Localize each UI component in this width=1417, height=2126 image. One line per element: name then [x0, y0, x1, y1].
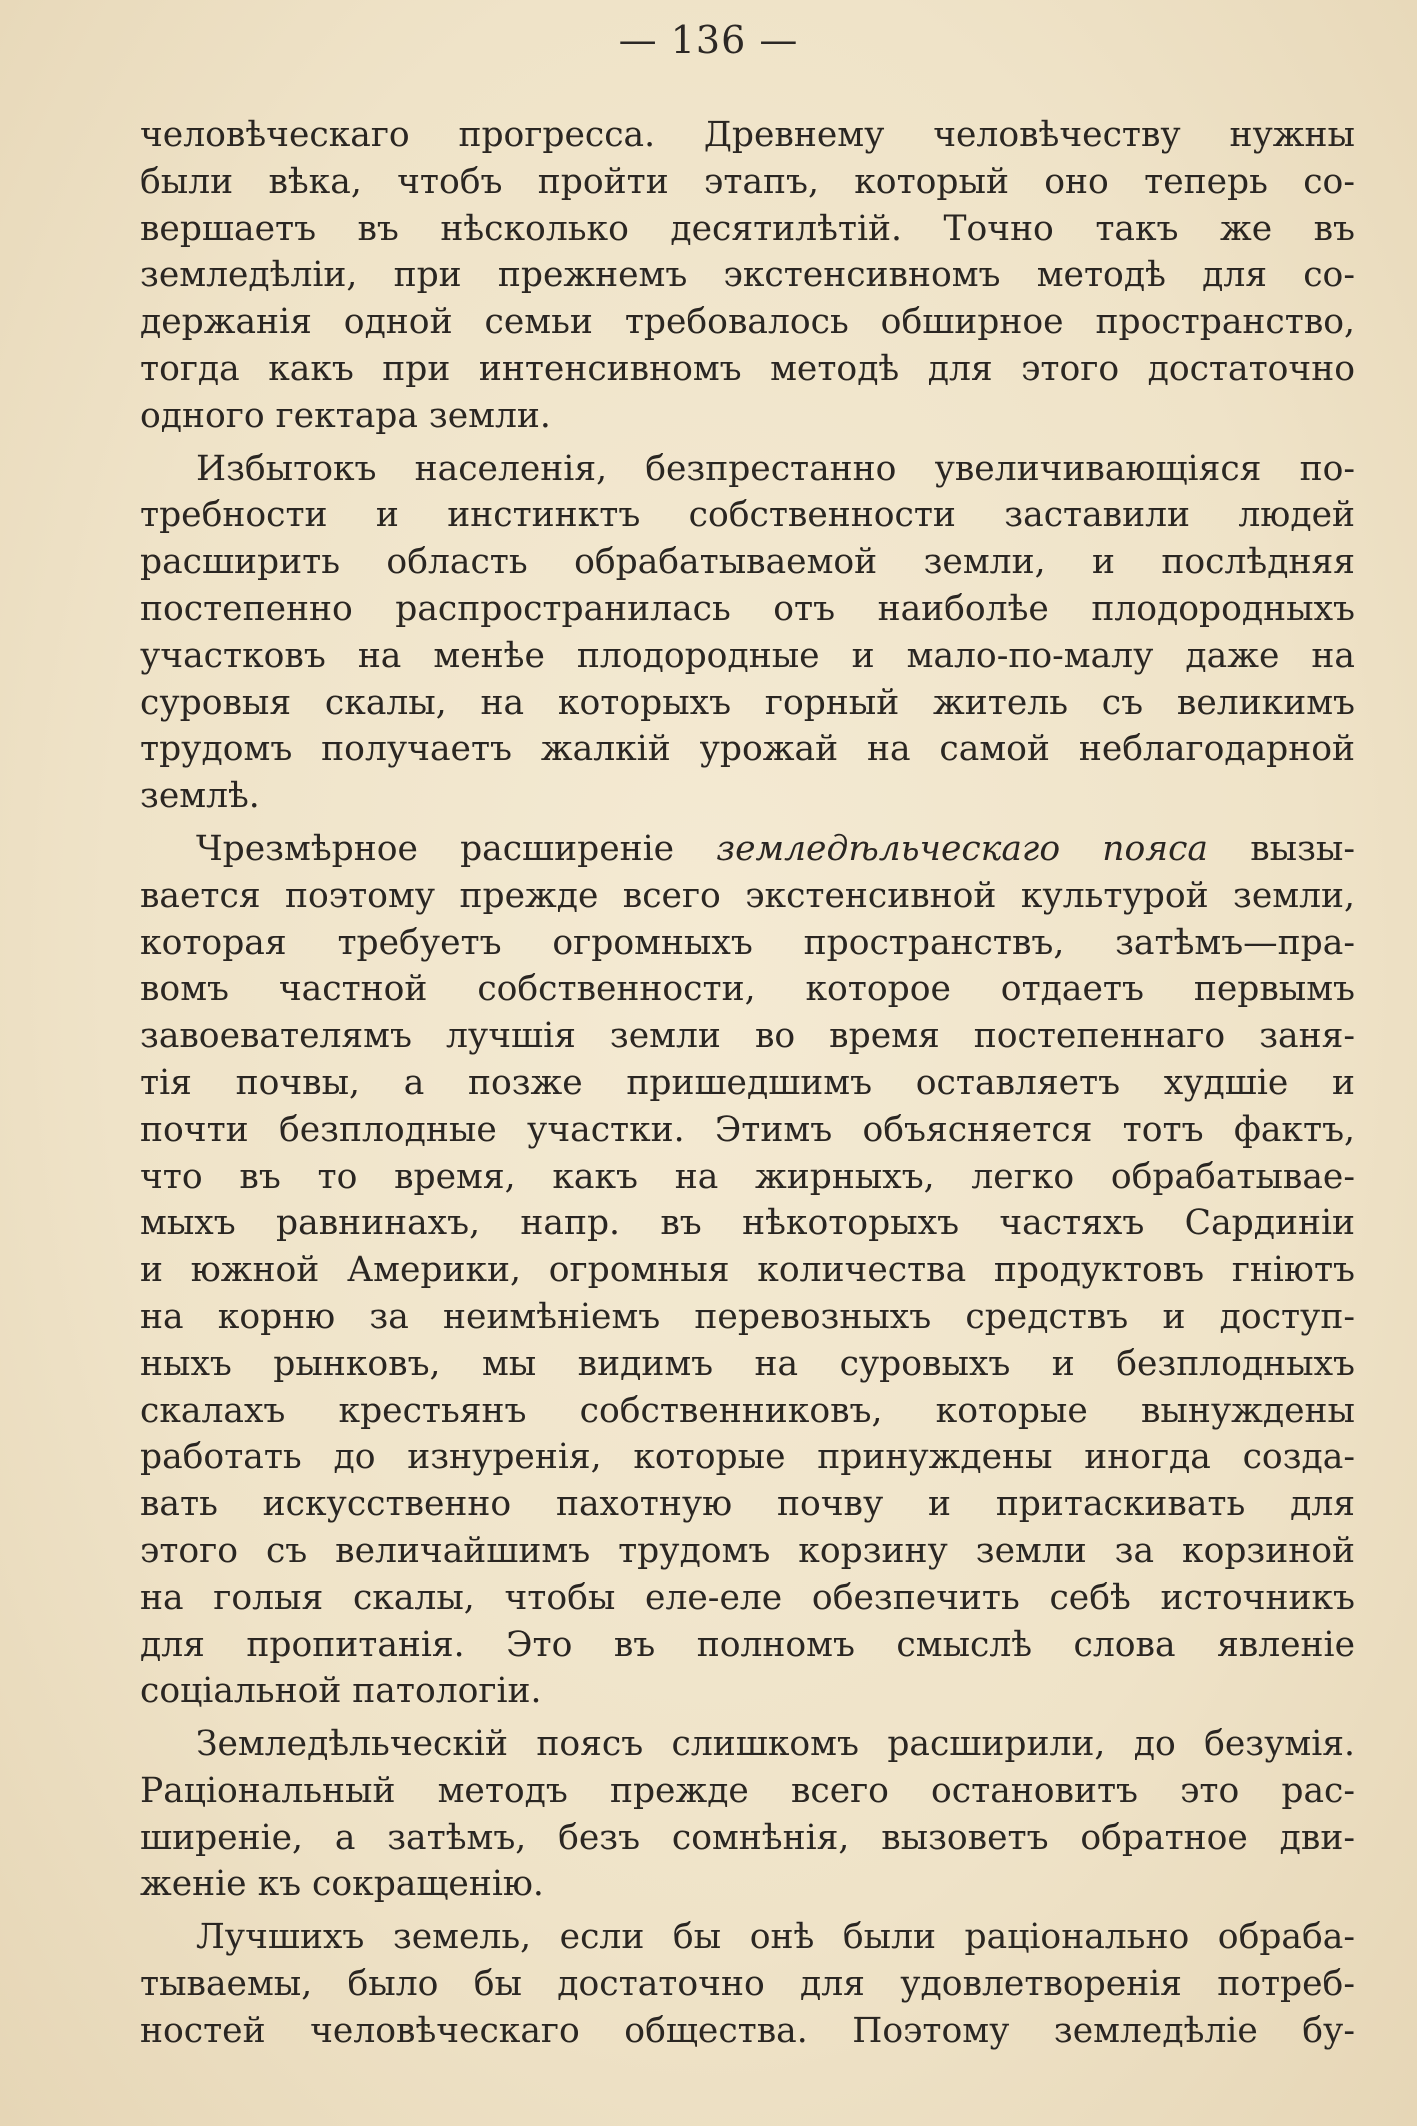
paragraph-4 [140, 1721, 1355, 1908]
text-line: вомъ частной собственности, которое отдаетъ первымъ [140, 969, 1355, 1010]
text-line: для пропитанія. Это въ полномъ смыслѣ слова явленіе [140, 1624, 1355, 1665]
text-line: вается поэтому прежде всего экстенсивной культурой земли, [140, 875, 1355, 916]
text-line: землѣ. [140, 776, 260, 817]
text-line: Земледѣльческій поясъ слишкомъ расширили, до безумія. [196, 1724, 1355, 1765]
text-line: тываемы, было бы достаточно для удовлетворенія потреб- [140, 1964, 1355, 2005]
text-line-with-emphasis [140, 826, 1355, 873]
text-line: завоевателямъ лучшія земли во время постепеннаго заня- [140, 1016, 1355, 1057]
text-line: были вѣка, чтобъ пройти этапъ, который оно теперь со- [140, 161, 1355, 202]
paragraph-2 [140, 446, 1355, 820]
text-line: вершаетъ въ нѣсколько десятилѣтій. Точно такъ же въ [140, 208, 1355, 249]
text-line: участковъ на менѣе плодородные и мало-по-малу даже на [140, 635, 1355, 676]
text-line: требности и инстинктъ собственности заставили людей [140, 495, 1355, 536]
text-line: что въ то время, какъ на жирныхъ, легко обрабатывае- [140, 1156, 1355, 1197]
text-segment: вызы- [1208, 828, 1356, 869]
text-line: Лучшихъ земель, если бы онѣ были раціонально обраба- [196, 1917, 1355, 1958]
text-line: этого съ величайшимъ трудомъ корзину земли за корзиной [140, 1530, 1355, 1571]
text-line: тогда какъ при интенсивномъ методѣ для этого достаточно [140, 348, 1355, 389]
text-line: вать искусственно пахотную почву и притаскивать для [140, 1484, 1355, 1525]
paragraph-1 [140, 112, 1355, 440]
text-line: тія почвы, а позже пришедшимъ оставляетъ худшіе и [140, 1062, 1355, 1103]
text-line: и южной Америки, огромныя количества продуктовъ гніютъ [140, 1250, 1355, 1291]
text-line: одного гектара земли. [140, 395, 551, 436]
text-line: держанія одной семьи требовалось обширное пространство, [140, 302, 1355, 343]
text-line: которая требуетъ огромныхъ пространствъ, затѣмъ—пра- [140, 922, 1355, 963]
text-line: постепенно распространилась отъ наиболѣе плодородныхъ [140, 588, 1355, 629]
text-line: расширить область обрабатываемой земли, и послѣдняя [140, 542, 1355, 583]
text-line: суровыя скалы, на которыхъ горный житель съ великимъ [140, 682, 1355, 723]
text-line: ширеніе, а затѣмъ, безъ сомнѣнія, вызоветъ обратное дви- [140, 1817, 1355, 1858]
text-line: ныхъ рынковъ, мы видимъ на суровыхъ и безплодныхъ [140, 1343, 1355, 1384]
text-line: женіе къ сокращенію. [140, 1864, 544, 1905]
paragraph-5 [140, 1914, 1355, 2054]
text-line: соціальной патологіи. [140, 1671, 542, 1712]
text-line: Раціональный методъ прежде всего остановитъ это рас- [140, 1770, 1355, 1811]
paragraph-3 [140, 826, 1355, 1715]
text-line: на голыя скалы, чтобы еле-еле обезпечить себѣ источникъ [140, 1577, 1355, 1618]
text-line: скалахъ крестьянъ собственниковъ, которые вынуждены [140, 1390, 1355, 1431]
text-line: мыхъ равнинахъ, напр. въ нѣкоторыхъ частяхъ Сардиніи [140, 1203, 1355, 1244]
emphasized-term: земледѣльческаго пояса [716, 828, 1209, 869]
page-number: — 136 — [618, 18, 799, 62]
text-line: Избытокъ населенія, безпрестанно увеличивающіяся по- [196, 448, 1355, 489]
body-text [140, 106, 1355, 2055]
text-line: на корню за неимѣніемъ перевозныхъ средствъ и доступ- [140, 1296, 1355, 1337]
text-line: почти безплодные участки. Этимъ объясняется тотъ фактъ, [140, 1109, 1355, 1150]
text-segment: Чрезмѣрное расширеніе [196, 828, 717, 869]
text-line: земледѣліи, при прежнемъ экстенсивномъ методѣ для со- [140, 255, 1355, 296]
text-line: работать до изнуренія, которые принуждены иногда созда- [140, 1437, 1355, 1478]
text-line: ностей человѣческаго общества. Поэтому земледѣліе бу- [140, 2010, 1355, 2051]
text-line: человѣческаго прогресса. Древнему человѣчеству нужны [140, 115, 1355, 155]
text-line: трудомъ получаетъ жалкій урожай на самой неблагодарной [140, 729, 1355, 770]
